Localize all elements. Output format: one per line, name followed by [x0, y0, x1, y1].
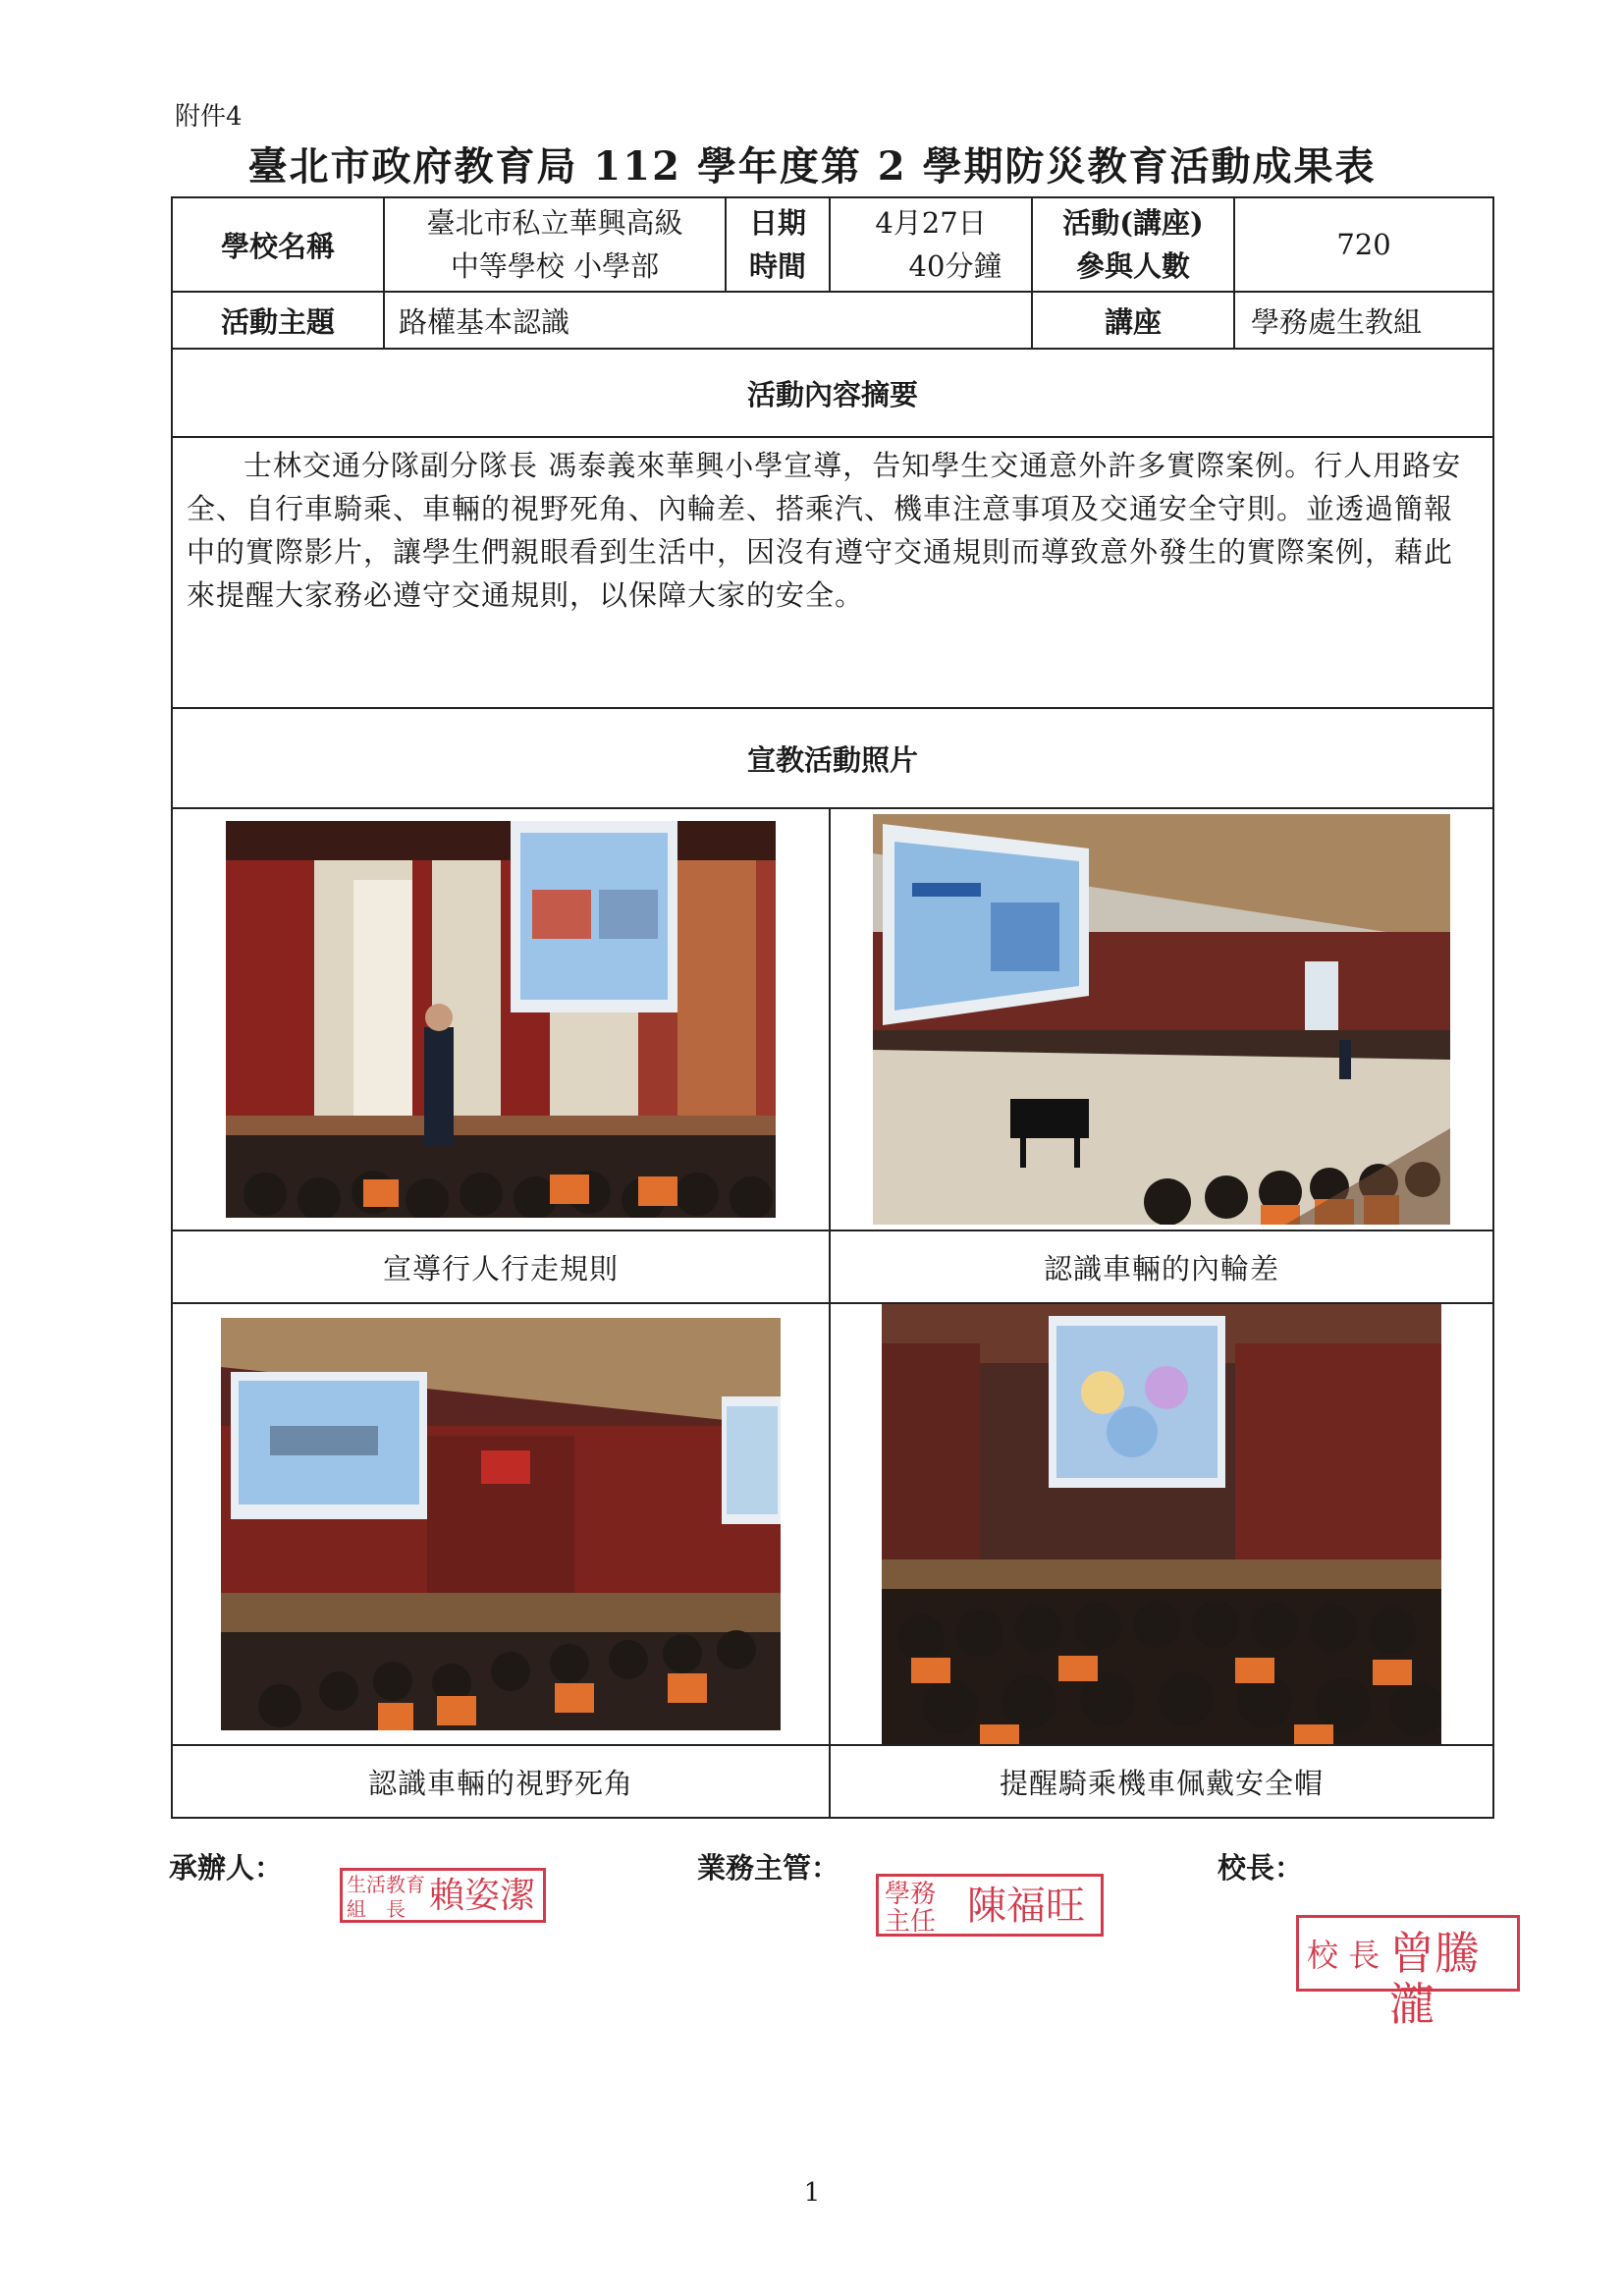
school-name-label: 學校名稱 — [172, 197, 384, 292]
summary-text-cell — [172, 437, 1493, 708]
participants-label: 活動(講座) 參與人數 — [1032, 197, 1234, 292]
photo-caption-3: 認識車輛的視野死角 — [172, 1745, 830, 1818]
theme-value: 路權基本認識 — [384, 292, 1032, 349]
summary-heading: 活動內容摘要 — [172, 349, 1493, 437]
date-time-label: 日期 時間 — [726, 197, 830, 292]
photo-cell-2 — [830, 808, 1493, 1230]
photo-cell-3 — [172, 1303, 830, 1745]
activity-form — [171, 196, 1494, 1819]
attachment-label: 附件4 — [175, 102, 243, 132]
principal-stamp: 校 長 曾騰瀧 — [1296, 1915, 1520, 1992]
photo-cell-4 — [830, 1303, 1493, 1745]
organizer-label: 承辦人： — [169, 1851, 284, 1885]
page-title: 臺北市政府教育局 112 學年度第 2 學期防災教育活動成果表 — [247, 143, 1377, 190]
organizer-stamp: 生活教育 組 長 賴姿潔 — [340, 1868, 546, 1923]
principal-label: 校長： — [1218, 1851, 1304, 1885]
photo-caption-2: 認識車輛的內輪差 — [830, 1230, 1493, 1303]
participants-value: 720 — [1234, 197, 1493, 292]
supervisor-label: 業務主管： — [697, 1851, 840, 1885]
page-number: 1 — [803, 2178, 821, 2208]
school-name-value: 臺北市私立華興高級 中等學校 小學部 — [384, 197, 726, 292]
supervisor-stamp: 學務 主任 陳福旺 — [876, 1874, 1104, 1937]
photo-caption-4: 提醒騎乘機車佩戴安全帽 — [830, 1745, 1493, 1818]
photo-helmet-reminder — [882, 1304, 1441, 1744]
photo-caption-1: 宣導行人行走規則 — [172, 1230, 830, 1303]
photos-heading: 宣教活動照片 — [172, 708, 1493, 808]
lecture-value: 學務處生教組 — [1234, 292, 1493, 349]
theme-label: 活動主題 — [172, 292, 384, 349]
lecture-label: 講座 — [1032, 292, 1234, 349]
photo-inner-wheel-difference — [873, 814, 1450, 1225]
photo-cell-1 — [172, 808, 830, 1230]
photo-blind-spots — [221, 1318, 781, 1730]
date-time-value: 4月27日 40分鐘 — [830, 197, 1032, 292]
photo-pedestrian-rules — [226, 821, 776, 1218]
summary-text: 士林交通分隊副分隊長 馮泰義來華興小學宣導，告知學生交通意外許多實際案例。行人用路安全、自行車騎乘、車輛的視野死角、內輪差、搭乘汽、機車注意事項及交通安全守則。並透過簡報中的實際影片，讓學生們親眼看到生活中，因沒有遵守交通規則而導致意外發生的實際案例，藉此來提醒大家務必遵守交通規則，以保障大家的安全。 — [187, 449, 1462, 612]
